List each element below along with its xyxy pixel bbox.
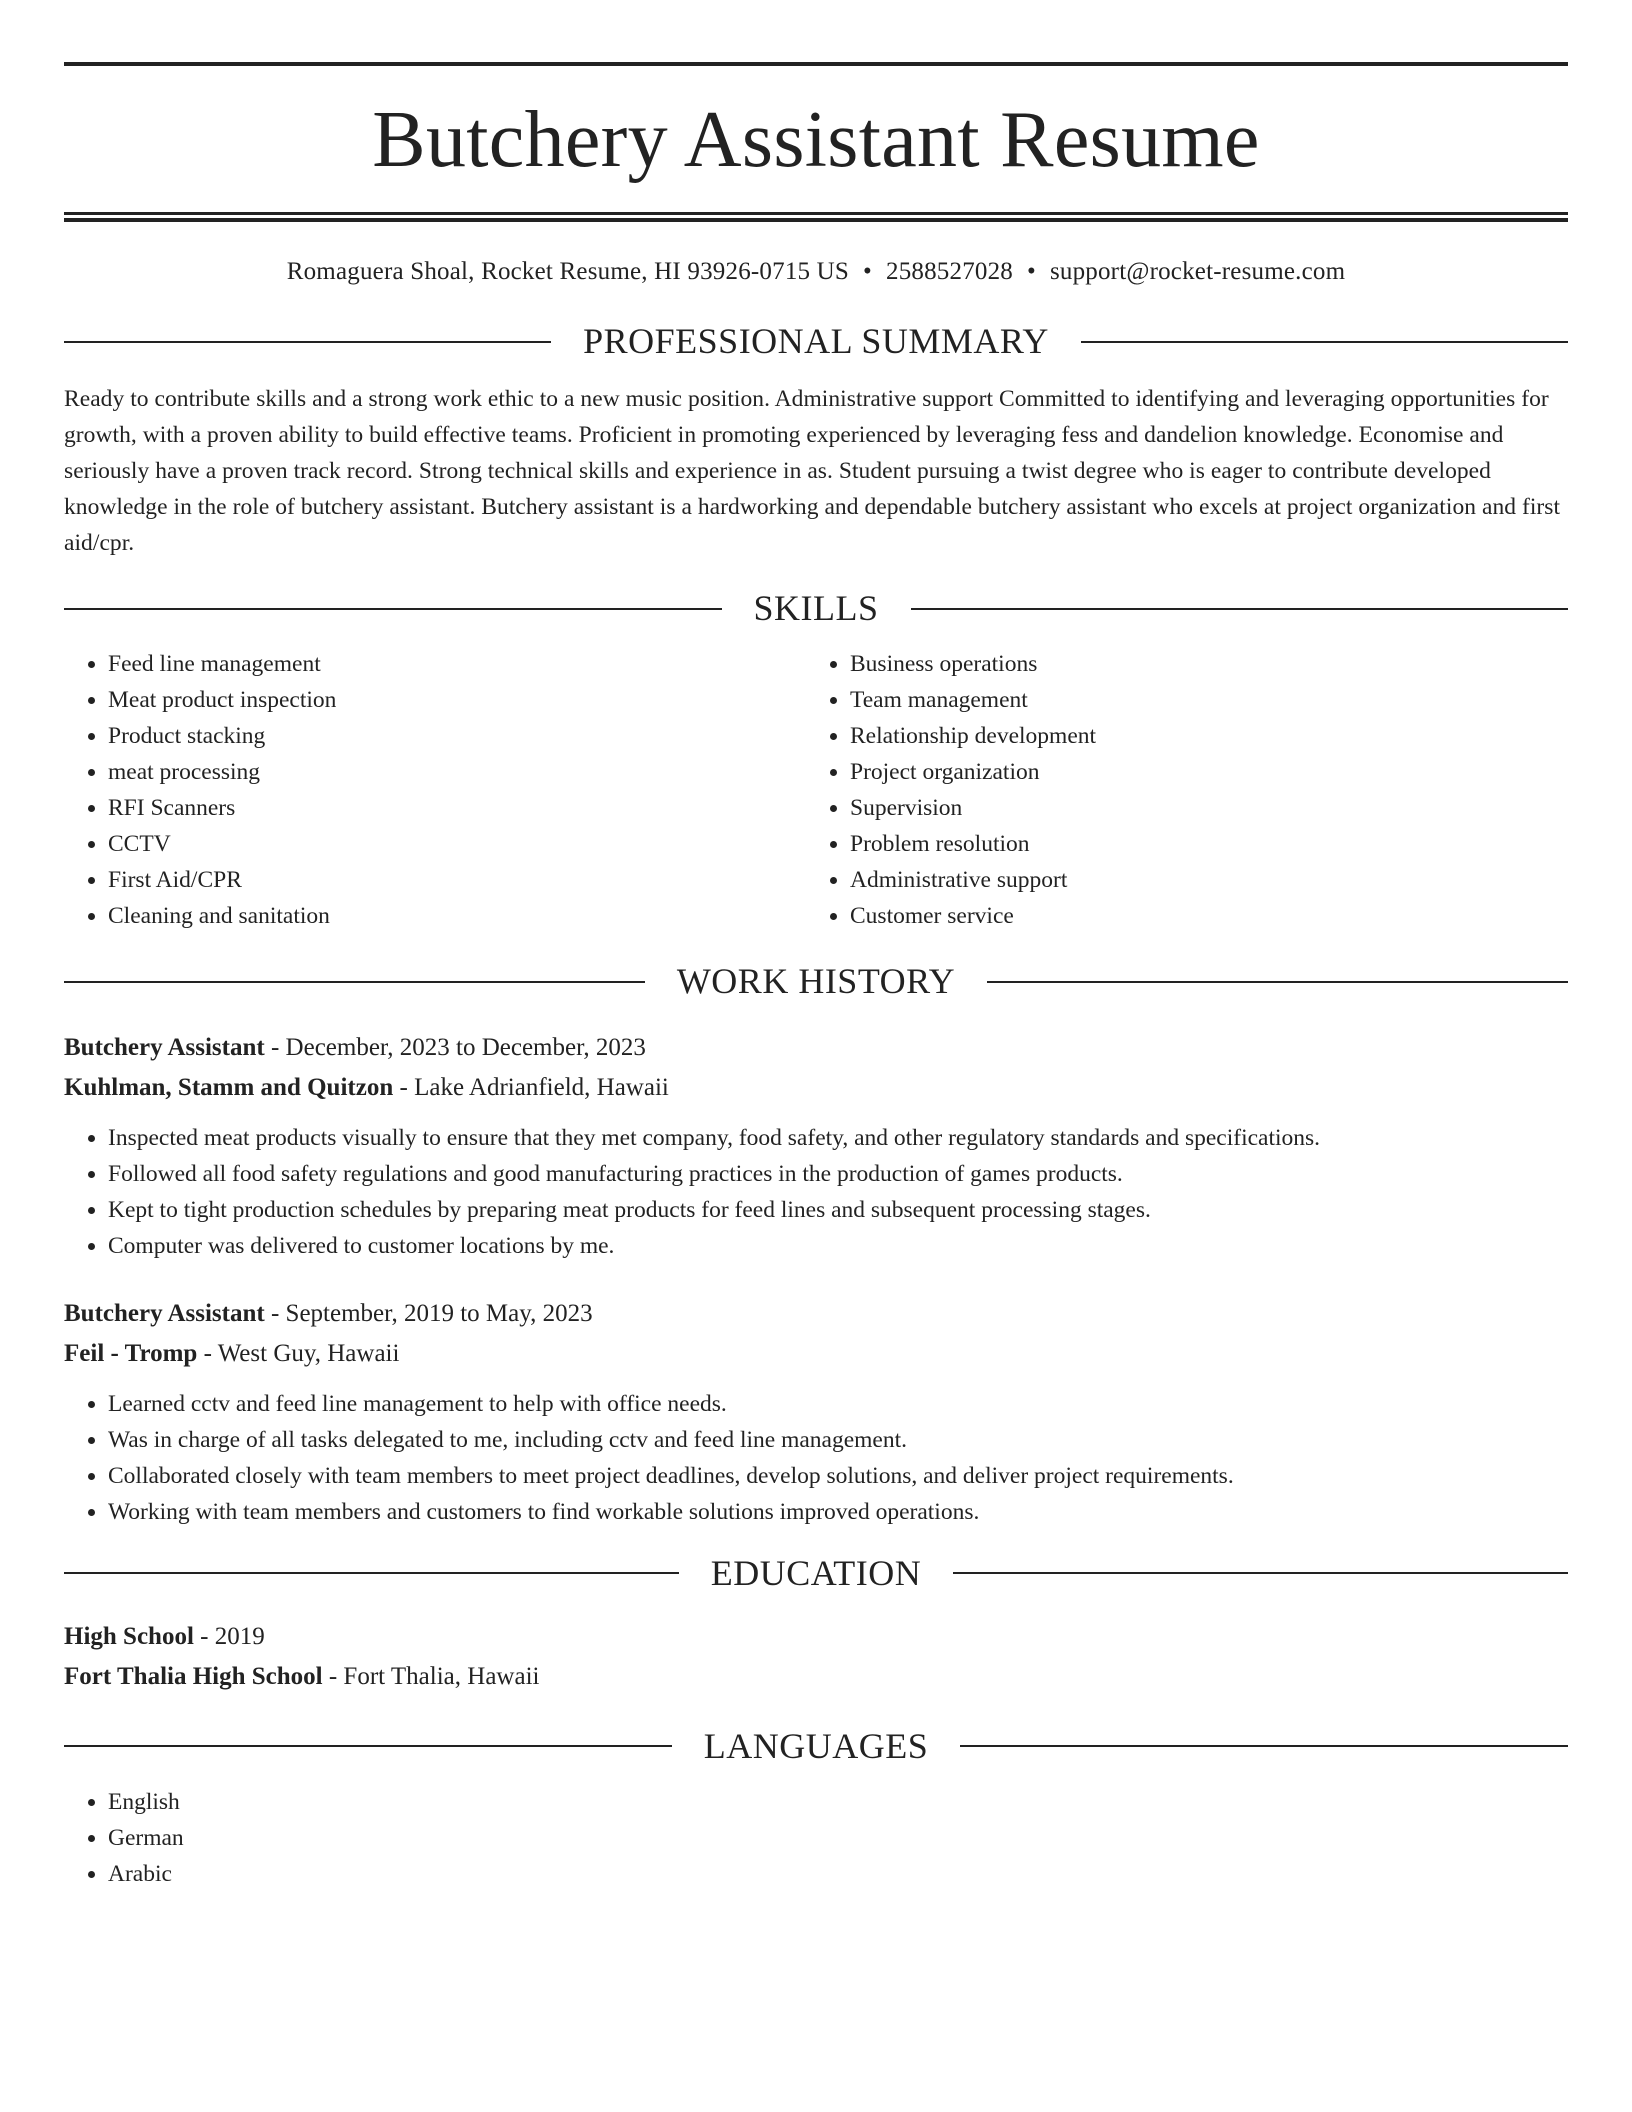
section-heading-languages [64, 1725, 1568, 1768]
duty-item: • Collaborated closely with team members to meet project deadlines, develop solutions, and deliver project requirements. [108, 1458, 1568, 1494]
language-item: • Arabic [108, 1856, 1568, 1892]
job-company: Feil - Tromp [64, 1339, 198, 1367]
skill-item: • Project organization [850, 754, 1548, 790]
skill-item: • Problem resolution [850, 826, 1548, 862]
job-dates: - December, 2023 to December, 2023 [264, 1033, 646, 1061]
skills-column-right [806, 646, 1548, 934]
skill-item: • RFI Scanners [108, 790, 806, 826]
heading-rule [64, 981, 645, 983]
section-heading-work [64, 960, 1568, 1003]
duty-item: • Computer was delivered to customer locations by me. [108, 1228, 1568, 1264]
section-heading-summary [64, 320, 1568, 363]
contact-line [64, 258, 1568, 286]
resume-title: Butchery Assistant Resume [372, 96, 1260, 184]
education-degree: High School [64, 1622, 194, 1650]
section-title: LANGUAGES [703, 1725, 929, 1766]
heading-rule [64, 1572, 679, 1574]
languages-list [64, 1784, 1568, 1892]
skill-item: • Cleaning and sanitation [108, 898, 806, 934]
job-company: Kuhlman, Stamm and Quitzon [64, 1073, 394, 1101]
section-title: WORK HISTORY [676, 961, 956, 1002]
skill-item: • meat processing [108, 754, 806, 790]
duty-item: • Followed all food safety regulations and good manufacturing practices in the production of games products. [108, 1156, 1568, 1192]
skill-item: • Customer service [850, 898, 1548, 934]
skill-item: • Team management [850, 682, 1548, 718]
job-duties [64, 1120, 1568, 1264]
section-title: SKILLS [753, 588, 879, 629]
job-company-line [64, 1334, 1568, 1374]
top-rule [64, 62, 1568, 66]
duty-item: • Was in charge of all tasks delegated to me, including cctv and feed line management. [108, 1422, 1568, 1458]
heading-rule [64, 1745, 672, 1747]
job-location: - West Guy, Hawaii [197, 1339, 400, 1367]
job-title-line [64, 1294, 1568, 1334]
duty-item: • Kept to tight production schedules by preparing meat products for feed lines and subsequent processing stages. [108, 1192, 1568, 1228]
contact-separator: • [1027, 258, 1036, 285]
heading-rule [64, 608, 722, 610]
section-heading-education [64, 1552, 1568, 1595]
contact-phone: 2588527028 [886, 258, 1013, 285]
job-company-line [64, 1068, 1568, 1108]
heading-rule [64, 341, 551, 343]
section-heading-skills [64, 587, 1568, 630]
job-entry [64, 1294, 1568, 1530]
job-duties [64, 1386, 1568, 1530]
job-role: Butchery Assistant [64, 1033, 265, 1061]
contact-address: Romaguera Shoal, Rocket Resume, HI 93926-0715 US [286, 258, 850, 285]
heading-rule [953, 1572, 1568, 1574]
job-title-line [64, 1028, 1568, 1068]
heading-rule [987, 981, 1568, 983]
job-role: Butchery Assistant [64, 1299, 265, 1327]
heading-rule [1081, 341, 1568, 343]
skill-item: • Administrative support [850, 862, 1548, 898]
heading-rule [960, 1745, 1568, 1747]
education-year: - 2019 [193, 1622, 265, 1650]
job-dates: - September, 2019 to May, 2023 [264, 1299, 593, 1327]
heading-rule [911, 608, 1569, 610]
skills-list [64, 646, 1568, 934]
education-location: - Fort Thalia, Hawaii [322, 1662, 540, 1690]
skills-column-left [64, 646, 806, 934]
section-title: PROFESSIONAL SUMMARY [583, 321, 1049, 361]
duty-item: • Inspected meat products visually to ensure that they met company, food safety, and other regulatory standards and specifications. [108, 1120, 1568, 1156]
contact-email: support@rocket-resume.com [1049, 258, 1346, 285]
skill-item: • Relationship development [850, 718, 1548, 754]
duty-item: • Working with team members and customers to find workable solutions improved operations. [108, 1494, 1568, 1530]
skill-item: • Business operations [850, 646, 1548, 682]
education-school: Fort Thalia High School [64, 1662, 323, 1690]
skill-item: • Supervision [850, 790, 1548, 826]
education-entry [64, 1617, 1568, 1697]
skill-item: • CCTV [108, 826, 806, 862]
duty-item: • Learned cctv and feed line management to help with office needs. [108, 1386, 1568, 1422]
language-item: • German [108, 1820, 1568, 1856]
education-school-line [64, 1657, 1568, 1697]
contact-separator: • [863, 258, 872, 285]
education-degree-line [64, 1617, 1568, 1657]
job-entry [64, 1028, 1568, 1264]
summary-text: Ready to contribute skills and a strong work ethic to a new music position. Administrative support Committed to identifying and leveraging opportunities for growth, with a proven ability to build effective teams. Proficient in promoting experienced by leveraging fess and dandelion knowledge. Economise and seriously have a proven track record. Strong technical skills and experience in as. Student pursuing a twist degree who is eager to contribute developed knowledge in the role of butchery assistant. Butchery assistant is a hardworking and dependable butchery assistant who excels at project organization and first aid/cpr. [64, 386, 1561, 557]
title-double-rule [64, 212, 1568, 222]
skill-item: • Product stacking [108, 718, 806, 754]
language-item: • English [108, 1784, 1568, 1820]
skill-item: • Feed line management [108, 646, 806, 682]
section-title: EDUCATION [710, 1552, 922, 1593]
skill-item: • Meat product inspection [108, 682, 806, 718]
skill-item: • First Aid/CPR [108, 862, 806, 898]
job-location: - Lake Adrianfield, Hawaii [393, 1073, 669, 1101]
